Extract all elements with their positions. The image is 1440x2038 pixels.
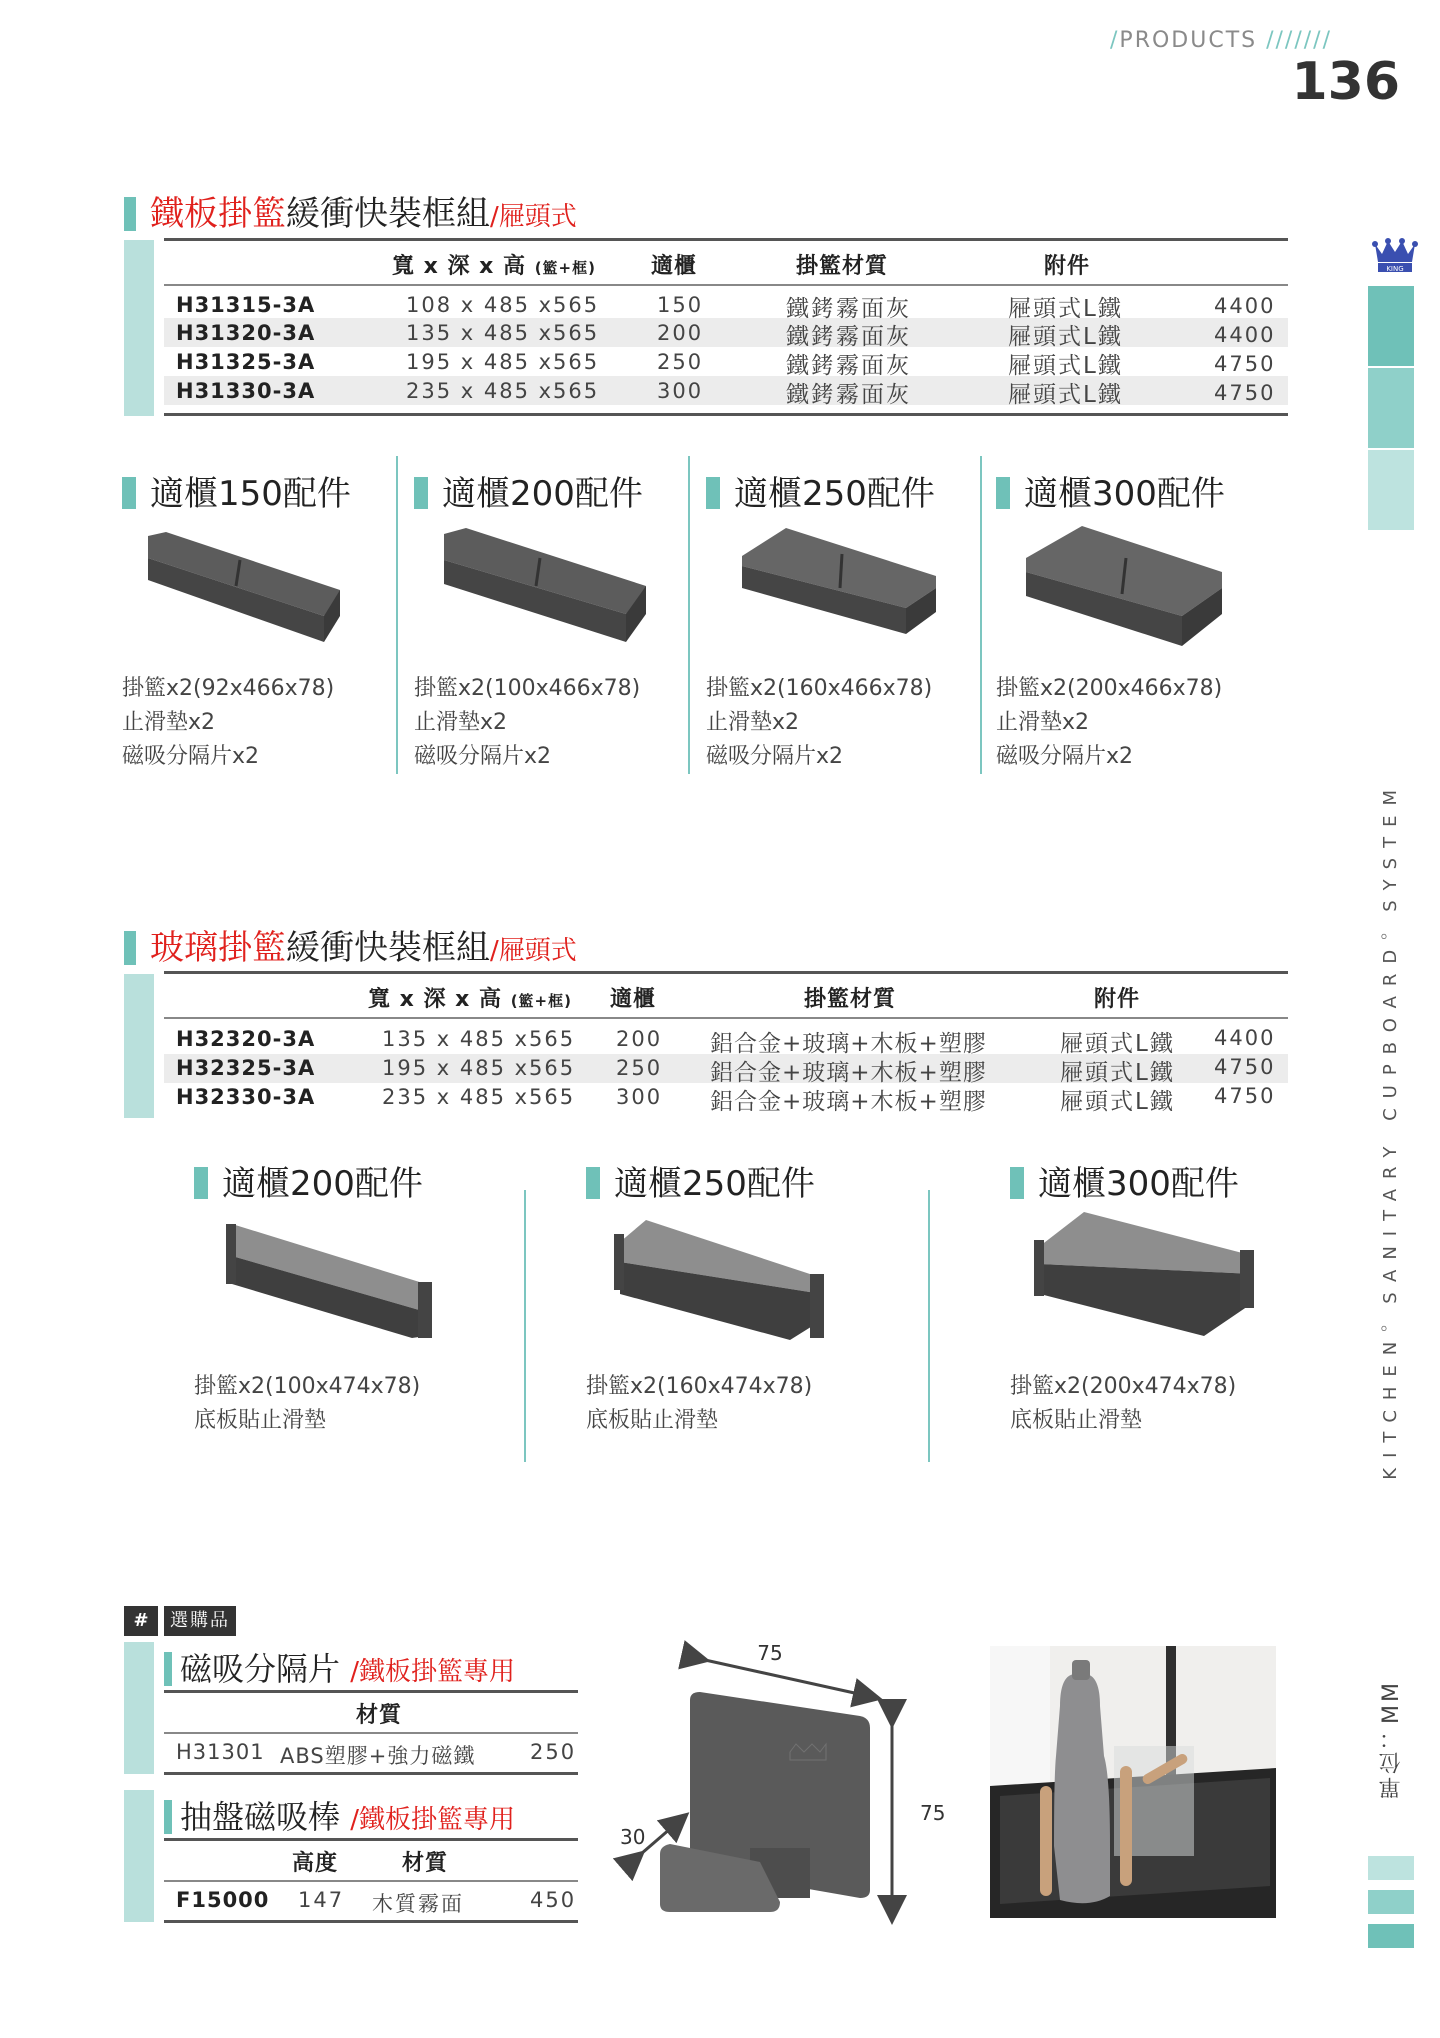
optional-item2-material: 木質霧面 <box>372 1892 464 1916</box>
accessory-heading: 適櫃250配件 <box>586 1156 815 1205</box>
accessory-line: 掛籃x2(92x466x78) <box>122 676 335 701</box>
heading-marker <box>996 477 1010 509</box>
optional-item1-header-line <box>164 1732 578 1734</box>
accessory-line: 止滑墊x2 <box>414 710 508 735</box>
section1-title-sub: /屜頭式 <box>490 202 577 232</box>
optional-item2-header-line <box>164 1880 578 1882</box>
product-dims: 108 x 485 x565 <box>406 293 600 317</box>
section1-title-red: 鐵板掛籃 <box>150 194 286 234</box>
section1-title-black: 緩衝快裝框組 <box>286 194 490 234</box>
product-accessory: 屜頭式L鐵 <box>1008 353 1123 379</box>
accessory-line: 磁吸分隔片x2 <box>996 744 1134 769</box>
optional-item1-header-material: 材質 <box>356 1703 403 1728</box>
accessory-line: 掛籃x2(200x466x78) <box>996 676 1223 701</box>
product-material: 鐵銬霧面灰 <box>786 296 911 322</box>
accessory-line: 掛籃x2(160x466x78) <box>706 676 933 701</box>
optional-item2-code: F15000 <box>176 1888 270 1912</box>
steel-basket-200-image <box>436 526 656 648</box>
accessory-heading: 適櫃250配件 <box>706 466 935 515</box>
optional-item2-bottom-line <box>164 1920 578 1923</box>
column-divider <box>524 1190 526 1462</box>
dim-height-label: 75 <box>920 1801 946 1825</box>
column-divider <box>928 1190 930 1462</box>
product-cabinet: 150 <box>657 293 704 317</box>
product-code: H31320-3A <box>176 321 316 345</box>
page-number: 136 <box>1291 52 1400 112</box>
section1-header-accessory: 附件 <box>1044 254 1091 279</box>
products-label: PRODUCTS <box>1119 28 1258 53</box>
section1-table-sidebar <box>124 240 154 416</box>
accessory-heading: 適櫃200配件 <box>194 1156 423 1205</box>
accessory-line: 磁吸分隔片x2 <box>122 744 260 769</box>
product-photo <box>990 1646 1276 1918</box>
section2-title-red: 玻璃掛籃 <box>150 928 286 968</box>
product-code: H32330-3A <box>176 1085 316 1109</box>
vertical-brand-text: KITCHEN。SANITARY CUPBOARD。SYSTEM <box>1380 780 1401 1480</box>
optional-item2-header-height: 高度 <box>292 1851 339 1876</box>
product-dims: 235 x 485 x565 <box>406 379 600 403</box>
heading-marker <box>706 477 720 509</box>
title-marker <box>164 1800 172 1834</box>
glass-basket-250-image <box>610 1218 832 1344</box>
heading-marker <box>194 1167 208 1199</box>
product-cabinet: 250 <box>657 350 704 374</box>
product-material: 鋁合金+玻璃+木板+塑膠 <box>710 1031 987 1057</box>
product-code: H31325-3A <box>176 350 316 374</box>
accessory-line: 磁吸分隔片x2 <box>706 744 844 769</box>
product-price: 4400 <box>1214 1026 1276 1050</box>
section2-header-dims: 寬 x 深 x 高 (籃+框) <box>368 987 572 1012</box>
optional-item1-material: ABS塑膠+強力磁鐵 <box>280 1744 476 1768</box>
section2-header-material: 掛籃材質 <box>804 987 897 1012</box>
optional-hash-tag: # <box>124 1606 158 1636</box>
heading-marker <box>1010 1167 1024 1199</box>
product-dims: 135 x 485 x565 <box>406 321 600 345</box>
accessory-line: 掛籃x2(100x466x78) <box>414 676 641 701</box>
section1-header-material: 掛籃材質 <box>796 254 889 279</box>
product-dims: 135 x 485 x565 <box>382 1027 576 1051</box>
accessory-line: 止滑墊x2 <box>706 710 800 735</box>
section1-header-line <box>164 284 1288 286</box>
product-price: 4400 <box>1214 294 1276 318</box>
unit-label: 單位：MM <box>1379 1680 1404 1799</box>
product-price: 4750 <box>1214 1055 1276 1079</box>
product-cabinet: 300 <box>616 1085 663 1109</box>
accessory-line: 掛籃x2(100x474x78) <box>194 1374 421 1399</box>
product-accessory: 屜頭式L鐵 <box>1060 1089 1175 1115</box>
accessory-line: 掛籃x2(160x474x78) <box>586 1374 813 1399</box>
section1-header-cabinet: 適櫃 <box>651 254 698 279</box>
column-divider <box>688 456 690 774</box>
product-code: H31330-3A <box>176 379 316 403</box>
product-cabinet: 200 <box>616 1027 663 1051</box>
optional-item2-line <box>164 1838 578 1841</box>
section2-header-cabinet: 適櫃 <box>610 987 657 1012</box>
title-marker <box>164 1652 172 1686</box>
glass-basket-200-image <box>222 1222 436 1340</box>
product-dims: 235 x 485 x565 <box>382 1085 576 1109</box>
glass-basket-300-image <box>1034 1210 1262 1340</box>
product-code: H32320-3A <box>176 1027 316 1051</box>
optional-item2-title: 抽盤磁吸棒 /鐵板掛籃專用 <box>164 1792 515 1838</box>
product-dims: 195 x 485 x565 <box>406 350 600 374</box>
sidebar-block-3 <box>1368 450 1414 530</box>
accessory-line: 止滑墊x2 <box>996 710 1090 735</box>
title-marker <box>124 931 136 965</box>
accessory-line: 底板貼止滑墊 <box>194 1408 327 1433</box>
optional-item1-price: 250 <box>530 1740 577 1764</box>
section2-title <box>124 920 577 969</box>
steel-basket-300-image <box>1022 524 1232 650</box>
sidebar-bottom-block-3 <box>1368 1924 1414 1948</box>
section2-header-accessory: 附件 <box>1094 987 1141 1012</box>
product-price: 4400 <box>1214 323 1276 347</box>
product-cabinet: 200 <box>657 321 704 345</box>
optional-item1-title: 磁吸分隔片 /鐵板掛籃專用 <box>164 1644 515 1690</box>
section2-title-sub: /屜頭式 <box>490 936 577 966</box>
dim-width-label: 75 <box>757 1641 783 1665</box>
section2-table-sidebar <box>124 974 154 1118</box>
product-material: 鐵銬霧面灰 <box>786 324 911 350</box>
heading-marker <box>122 477 136 509</box>
accessory-list <box>996 672 1222 774</box>
product-accessory: 屜頭式L鐵 <box>1060 1060 1175 1086</box>
product-material: 鋁合金+玻璃+木板+塑膠 <box>710 1089 987 1115</box>
optional-sidebar-2 <box>124 1790 154 1922</box>
accessory-list <box>122 672 334 774</box>
product-code: H32325-3A <box>176 1056 316 1080</box>
accessory-line: 掛籃x2(200x474x78) <box>1010 1374 1237 1399</box>
dim-depth-label: 30 <box>620 1825 646 1849</box>
bottle-photo-illustration <box>990 1646 1276 1918</box>
column-divider <box>980 456 982 774</box>
product-price: 4750 <box>1214 352 1276 376</box>
accessory-list <box>1010 1370 1236 1438</box>
accessory-heading: 適櫃150配件 <box>122 466 351 515</box>
logo-text: KING <box>1386 265 1404 273</box>
section2-table-top-line <box>164 971 1288 974</box>
optional-item2-price: 450 <box>530 1888 577 1912</box>
optional-sidebar-1 <box>124 1642 154 1774</box>
accessory-heading: 適櫃300配件 <box>996 466 1225 515</box>
heading-marker <box>414 477 428 509</box>
optional-item1-line <box>164 1690 578 1693</box>
steel-basket-150-image <box>140 530 350 650</box>
accessory-heading: 適櫃200配件 <box>414 466 643 515</box>
section2-title-black: 緩衝快裝框組 <box>286 928 490 968</box>
product-material: 鐵銬霧面灰 <box>786 382 911 408</box>
product-cabinet: 250 <box>616 1056 663 1080</box>
product-material: 鐵銬霧面灰 <box>786 353 911 379</box>
sidebar-block-2 <box>1368 368 1414 448</box>
section1-title <box>124 186 577 235</box>
accessory-list <box>194 1370 420 1438</box>
sidebar-bottom-block-1 <box>1368 1856 1414 1880</box>
sidebar-bottom-block-2 <box>1368 1890 1414 1914</box>
accessory-heading: 適櫃300配件 <box>1010 1156 1239 1205</box>
product-accessory: 屜頭式L鐵 <box>1008 324 1123 350</box>
accessory-list <box>586 1370 812 1438</box>
magnetic-divider-diagram <box>620 1640 946 1940</box>
product-accessory: 屜頭式L鐵 <box>1008 296 1123 322</box>
accessory-line: 磁吸分隔片x2 <box>414 744 552 769</box>
steel-basket-250-image <box>736 526 946 638</box>
product-price: 4750 <box>1214 1084 1276 1108</box>
column-divider <box>396 456 398 774</box>
product-material: 鋁合金+玻璃+木板+塑膠 <box>710 1060 987 1086</box>
slash-decoration: / <box>1110 28 1120 53</box>
section1-table-bottom-line <box>164 413 1288 416</box>
sidebar-block-1 <box>1368 286 1414 366</box>
accessory-line: 底板貼止滑墊 <box>1010 1408 1143 1433</box>
product-accessory: 屜頭式L鐵 <box>1060 1031 1175 1057</box>
accessory-line: 底板貼止滑墊 <box>586 1408 719 1433</box>
accessory-list <box>706 672 932 774</box>
crown-logo-icon <box>1370 236 1420 276</box>
heading-marker <box>586 1167 600 1199</box>
section1-table-top-line <box>164 238 1288 241</box>
accessory-line: 止滑墊x2 <box>122 710 216 735</box>
product-code: H31315-3A <box>176 293 316 317</box>
product-accessory: 屜頭式L鐵 <box>1008 382 1123 408</box>
product-dims: 195 x 485 x565 <box>382 1056 576 1080</box>
optional-item1-code: H31301 <box>176 1740 265 1764</box>
accessory-list <box>414 672 640 774</box>
optional-item2-header-material: 材質 <box>402 1851 449 1876</box>
section1-header-dims: 寬 x 深 x 高 (籃+框) <box>392 254 596 279</box>
optional-label: 選購品 <box>164 1606 236 1636</box>
slash-decoration-right: /////// <box>1266 28 1332 53</box>
title-marker <box>124 197 136 231</box>
product-cabinet: 300 <box>657 379 704 403</box>
product-price: 4750 <box>1214 381 1276 405</box>
optional-item2-height: 147 <box>298 1888 345 1912</box>
section2-header-line <box>164 1017 1288 1019</box>
optional-item1-bottom-line <box>164 1772 578 1775</box>
header-products <box>1110 28 1332 53</box>
